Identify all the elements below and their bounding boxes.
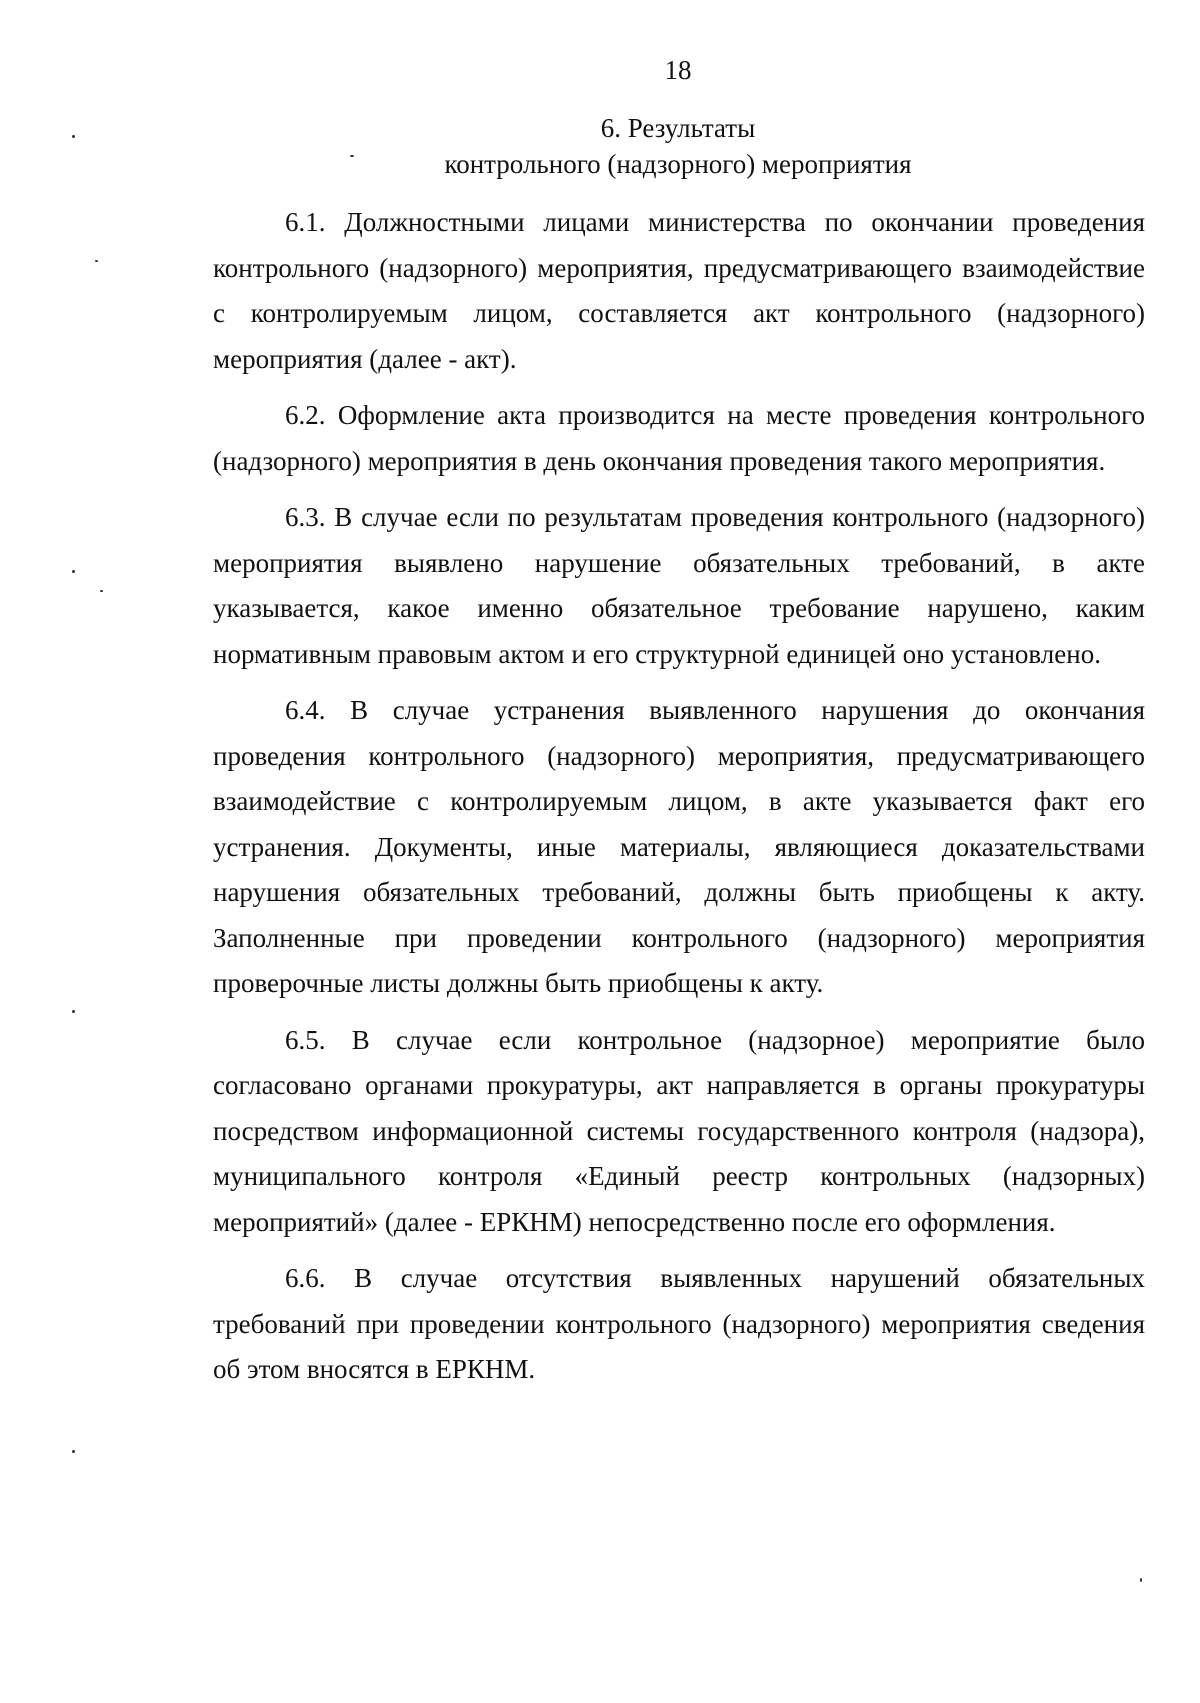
- scan-speck: [350, 155, 354, 157]
- scan-speck: [1140, 1578, 1142, 1582]
- section-body: [213, 200, 1145, 1393]
- scan-speck: [72, 135, 75, 138]
- paragraph-6-6: 6.6. В случае отсутствия выявленных нарушений обязательных требований при проведении контрольного (надзорного) мероприятия сведения об этом вносятся в ЕРКНМ.: [213, 1263, 1145, 1384]
- paragraph-6-5: 6.5. В случае если контрольное (надзорное) мероприятие было согласовано органами прокуратуры, акт направляется в органы прокуратуры посредством информационной системы государственного контроля (надзора), муниципального контроля «Единый реестр контрольных (надзорных) мероприятий» (далее - ЕРКНМ) непосредственно после его оформления.: [213, 1024, 1145, 1237]
- scan-speck: [100, 590, 103, 592]
- paragraph-6-2: 6.2. Оформление акта производится на месте проведения контрольного (надзорного) мероприятия в день окончания проведения такого мероприятия.: [213, 400, 1145, 476]
- paragraph-6-1: 6.1. Должностными лицами министерства по окончании проведения контрольного (надзорного) мероприятия, предусматривающего взаимодействие с контролируемым лицом, составляется акт контрольного (надзорного) мероприятия (далее - акт).: [213, 207, 1145, 374]
- section-heading: [0, 110, 1200, 182]
- scan-speck: [95, 260, 98, 262]
- scan-speck: [72, 570, 75, 573]
- paragraph-6-4: 6.4. В случае устранения выявленного нарушения до окончания проведения контрольного (надзорного) мероприятия, предусматривающего взаимодействие с контролируемым лицом, в акте указывается факт его устранения. Документы, иные материалы, являющиеся доказательствами нарушения обязательных требований, должны быть приобщены к акту. Заполненные при проведении контрольного (надзорного) мероприятия проверочные листы должны быть приобщены к акту.: [213, 695, 1145, 998]
- section-title-number: 6. Результаты: [600, 113, 756, 143]
- paragraph-6-3: 6.3. В случае если по результатам проведения контрольного (надзорного) мероприятия выявлено нарушение обязательных требований, в акте указывается, какое именно обязательное требование нарушено, каким нормативным правовым актом и его структурной единицей оно установлено.: [213, 502, 1145, 669]
- section-title-subject: контрольного (надзорного) мероприятия: [444, 149, 912, 179]
- scan-speck: [72, 1450, 75, 1453]
- scan-speck: [72, 1010, 75, 1013]
- page-number: 18: [664, 55, 692, 85]
